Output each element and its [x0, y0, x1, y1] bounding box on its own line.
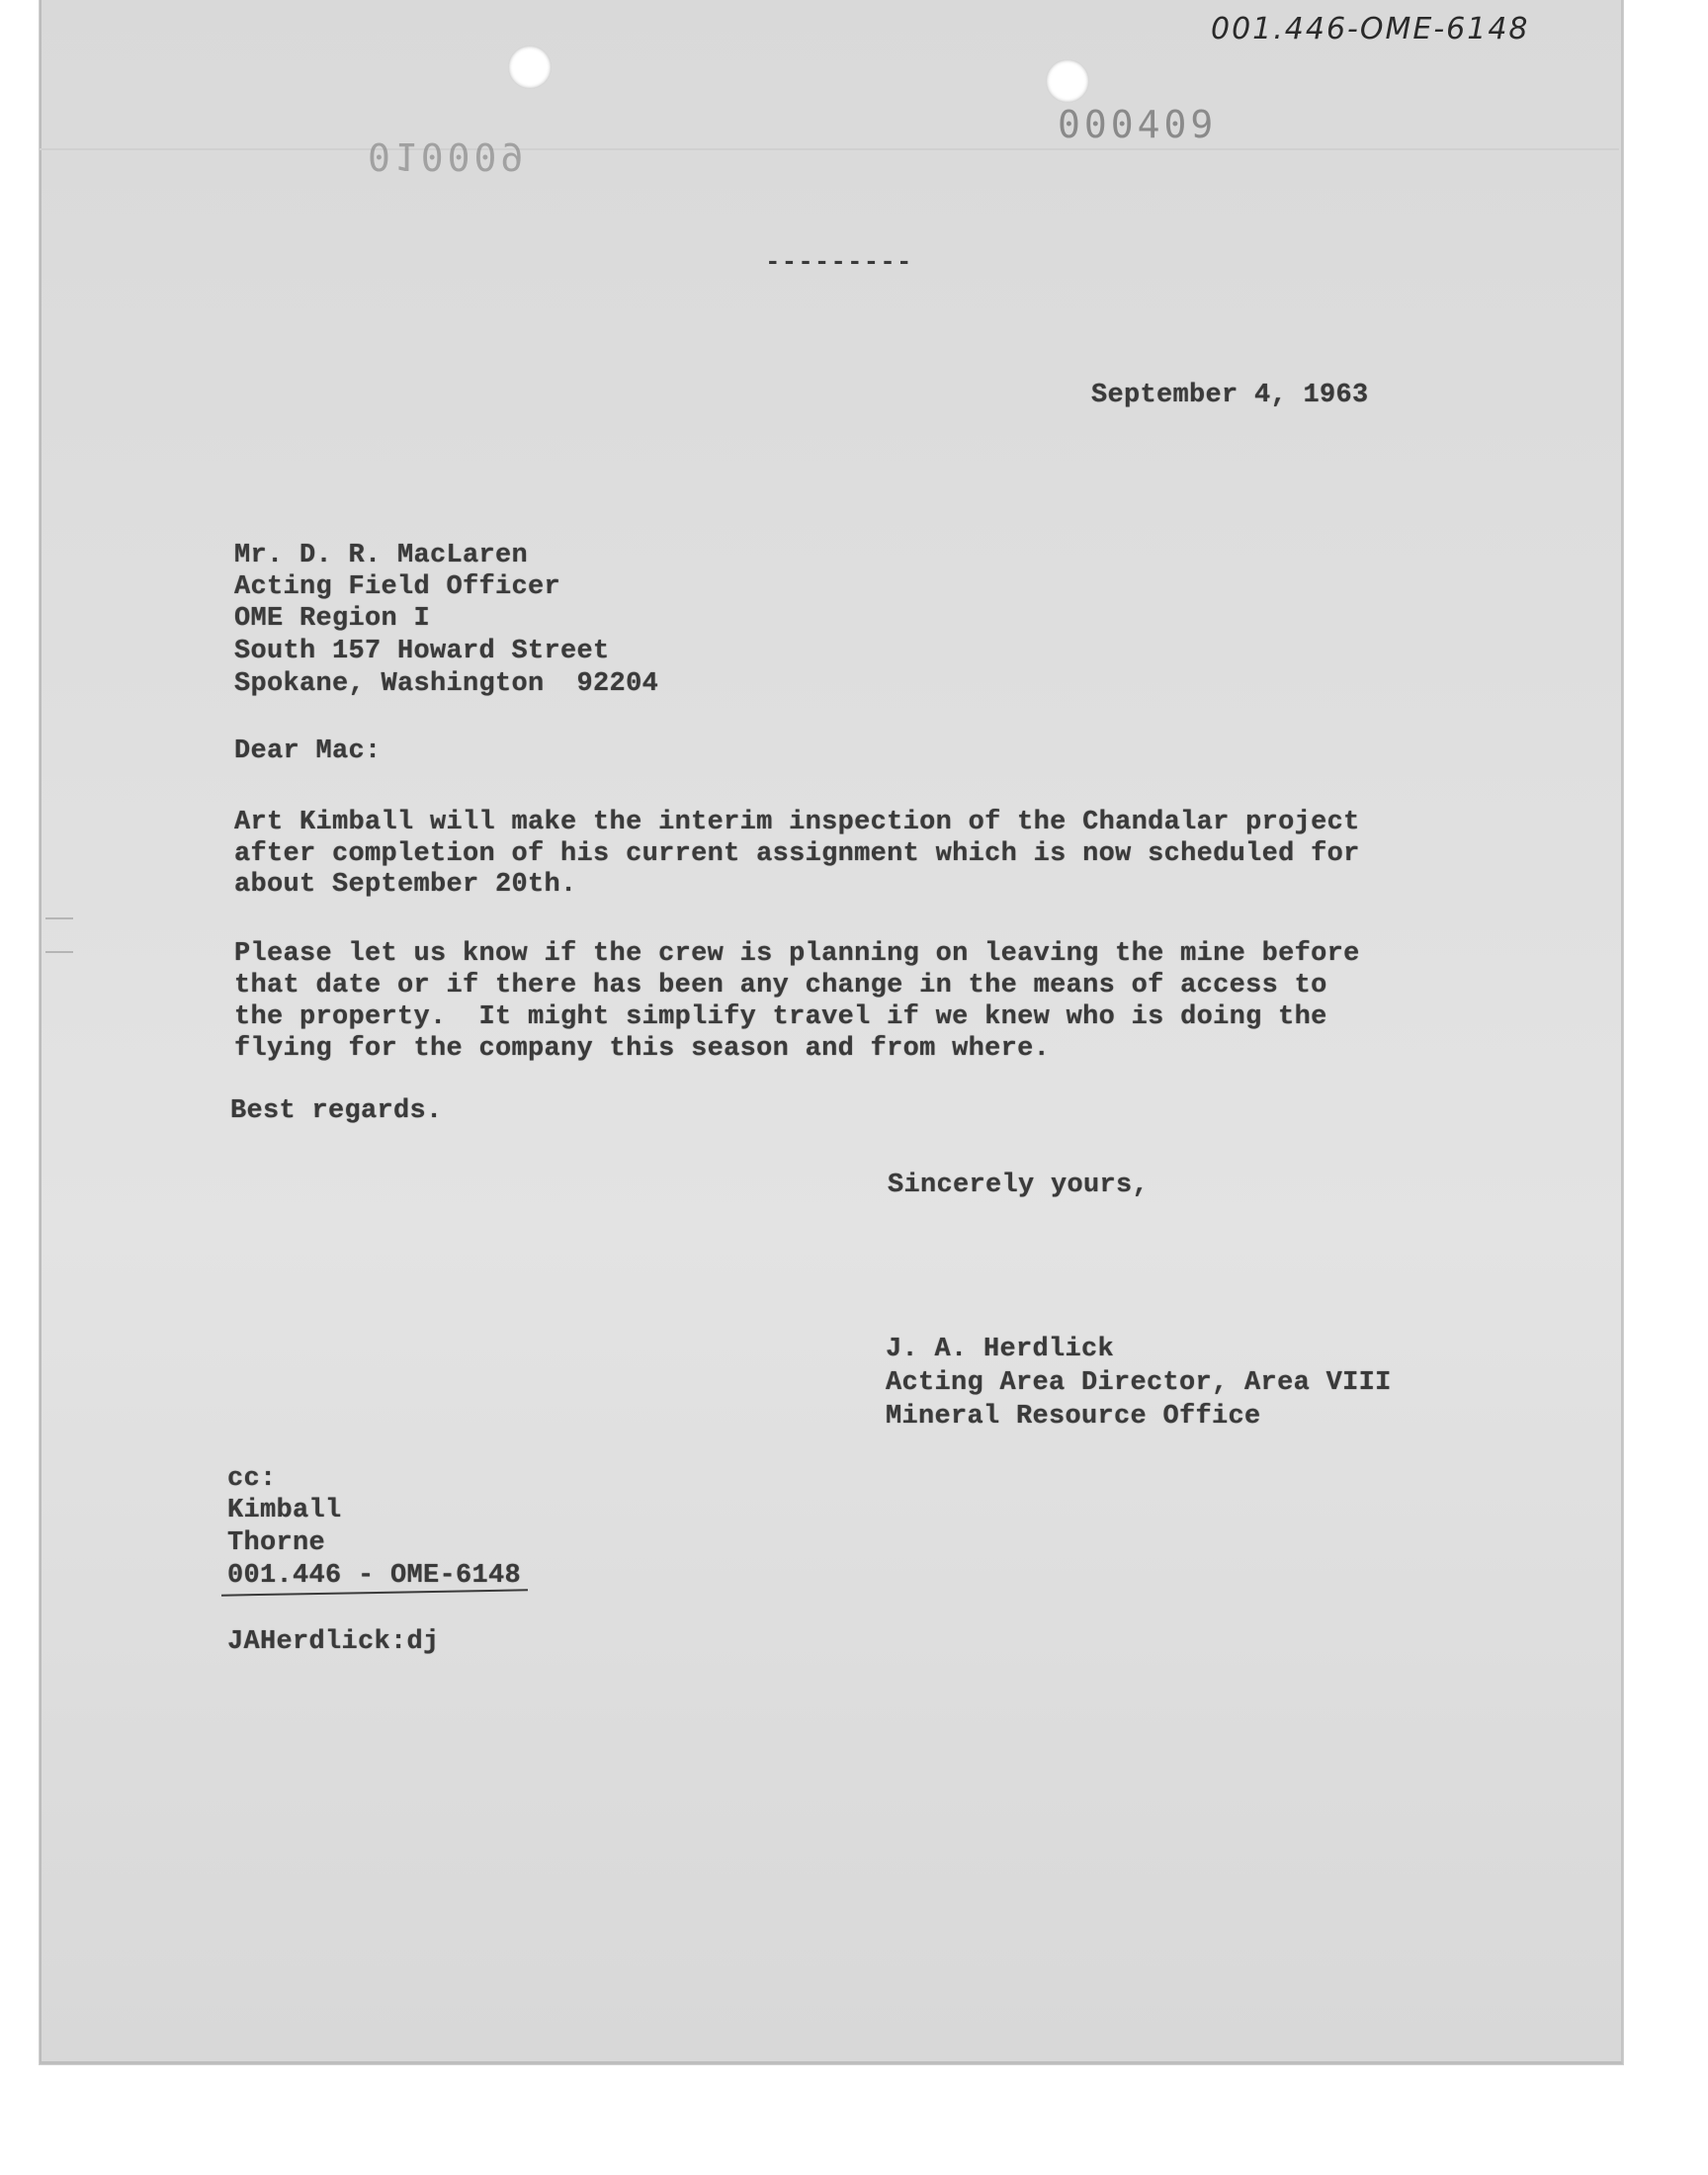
margin-tick-mark [45, 917, 73, 919]
sheet-fold-edge [40, 148, 1619, 150]
best-regards: Best regards. [230, 1096, 443, 1126]
cc-recipient-kimball: Kimball [227, 1496, 342, 1525]
recipient-street: South 157 Howard Street [234, 637, 610, 666]
body-paragraph-2-line-3: the property. It might simplify travel if we knew who is doing the [234, 1002, 1327, 1032]
typist-initials: JAHerdlick:dj [227, 1627, 440, 1657]
stamp-number-right: 000409 [1058, 103, 1218, 146]
signatory-name: J. A. Herdlick [886, 1335, 1115, 1364]
body-paragraph-2-line-4: flying for the company this season and from where. [234, 1034, 1051, 1064]
body-paragraph-1-line-1: Art Kimball will make the interim inspection of the Chandalar project [234, 808, 1360, 837]
stamp-number-left: 010009 [368, 134, 528, 178]
separator-dashes: --------- [765, 247, 913, 277]
cc-recipient-thorne: Thorne [227, 1528, 326, 1558]
margin-tick-mark [45, 951, 73, 953]
body-paragraph-1-line-3: about September 20th. [234, 870, 577, 900]
body-paragraph-2-line-1: Please let us know if the crew is planning on leaving the mine before [234, 939, 1360, 969]
handwritten-file-number: 001.446-OME-6148 [1211, 12, 1530, 46]
body-paragraph-2-line-2: that date or if there has been any change in the means of access to [234, 971, 1327, 1000]
recipient-region: OME Region I [234, 604, 431, 634]
salutation: Dear Mac: [234, 737, 382, 766]
cc-label: cc: [227, 1464, 277, 1494]
signatory-office: Mineral Resource Office [886, 1402, 1261, 1432]
signatory-title: Acting Area Director, Area VIII [886, 1368, 1392, 1398]
recipient-city: Spokane, Washington 92204 [234, 669, 659, 699]
complimentary-closing: Sincerely yours, [888, 1171, 1150, 1200]
cc-file-number: 001.446 - OME-6148 [227, 1561, 522, 1591]
recipient-title: Acting Field Officer [234, 572, 561, 602]
body-paragraph-1-line-2: after completion of his current assignment which is now scheduled for [234, 839, 1360, 869]
recipient-name: Mr. D. R. MacLaren [234, 541, 529, 570]
punch-hole-right [1046, 59, 1089, 103]
punch-hole-left [508, 45, 552, 89]
letter-date: September 4, 1963 [1091, 381, 1369, 410]
